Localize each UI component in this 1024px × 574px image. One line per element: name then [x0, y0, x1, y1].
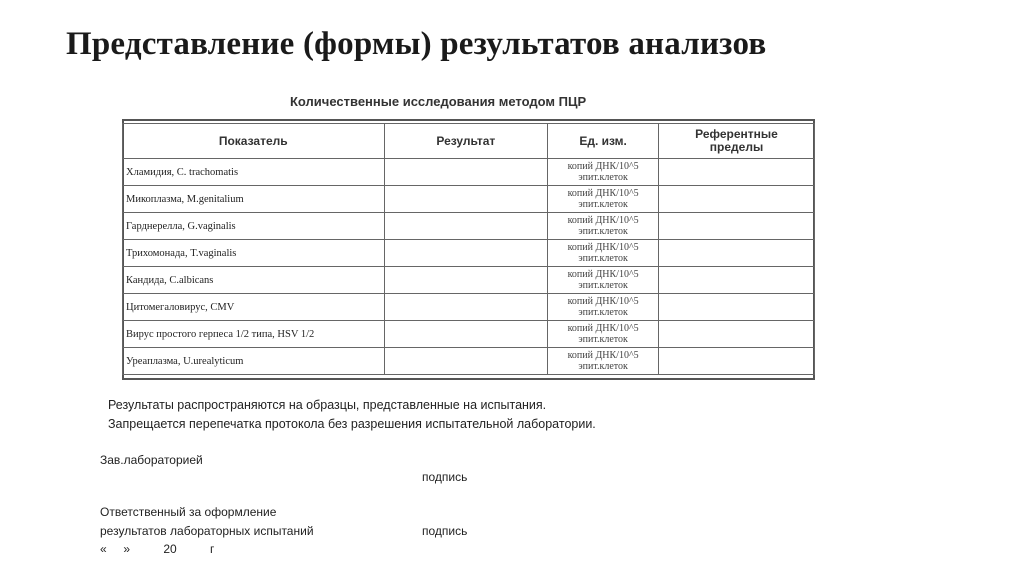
reference-cell [659, 348, 815, 375]
result-cell [384, 321, 548, 348]
unit-cell: копий ДНК/10^5 эпит.клеток [548, 240, 659, 267]
unit-cell: копий ДНК/10^5 эпит.клеток [548, 159, 659, 186]
responsible-signature-label: подпись [422, 524, 468, 538]
table-row [123, 321, 815, 348]
head-signature-label: подпись [422, 470, 468, 484]
indicator-name: Кандида, C.albicans [123, 267, 385, 294]
slide-title: Представление (формы) результатов анализов [66, 26, 767, 62]
date-line: « » 20 г [100, 542, 215, 556]
reference-cell [659, 321, 815, 348]
indicator-name: Гарднерелла, G.vaginalis [123, 213, 385, 240]
column-header: Результат [384, 124, 548, 159]
reference-cell [659, 186, 815, 213]
responsible-label-line1: Ответственный за оформление [100, 505, 277, 519]
indicator-name: Микоплазма, M.genitalium [123, 186, 385, 213]
table-title: Количественные исследования методом ПЦР [290, 94, 587, 109]
table-row [123, 294, 815, 321]
table-row [123, 159, 815, 186]
unit-cell: копий ДНК/10^5 эпит.клеток [548, 213, 659, 240]
result-cell [384, 213, 548, 240]
column-header: Ед. изм. [548, 124, 659, 159]
table-header-row [123, 124, 815, 159]
table-row [123, 240, 815, 267]
note-scope: Результаты распространяются на образцы, представленные на испытания. [108, 398, 547, 412]
result-cell [384, 159, 548, 186]
result-cell [384, 348, 548, 375]
indicator-name: Трихомонада, T.vaginalis [123, 240, 385, 267]
unit-cell: копий ДНК/10^5 эпит.клеток [548, 267, 659, 294]
indicator-name: Цитомегаловирус, CMV [123, 294, 385, 321]
reference-cell [659, 267, 815, 294]
result-cell [384, 267, 548, 294]
unit-cell: копий ДНК/10^5 эпит.клеток [548, 348, 659, 375]
reference-cell [659, 240, 815, 267]
note-reprint: Запрещается перепечатка протокола без разрешения испытательной лаборатории. [108, 417, 596, 431]
column-header: Референтные пределы [659, 124, 815, 159]
unit-cell: копий ДНК/10^5 эпит.клеток [548, 321, 659, 348]
reference-cell [659, 159, 815, 186]
indicator-name: Хламидия, C. trachomatis [123, 159, 385, 186]
table-row [123, 186, 815, 213]
result-cell [384, 294, 548, 321]
table-row [123, 213, 815, 240]
head-of-lab-label: Зав.лабораторией [100, 453, 203, 467]
column-header: Показатель [123, 124, 385, 159]
result-cell [384, 240, 548, 267]
table-row [123, 267, 815, 294]
table-row [123, 348, 815, 375]
results-table [122, 123, 815, 375]
reference-cell [659, 294, 815, 321]
responsible-label-line2: результатов лабораторных испытаний [100, 524, 314, 538]
result-cell [384, 186, 548, 213]
indicator-name: Уреаплазма, U.urealyticum [123, 348, 385, 375]
reference-cell [659, 213, 815, 240]
unit-cell: копий ДНК/10^5 эпит.клеток [548, 186, 659, 213]
indicator-name: Вирус простого герпеса 1/2 типа, HSV 1/2 [123, 321, 385, 348]
unit-cell: копий ДНК/10^5 эпит.клеток [548, 294, 659, 321]
